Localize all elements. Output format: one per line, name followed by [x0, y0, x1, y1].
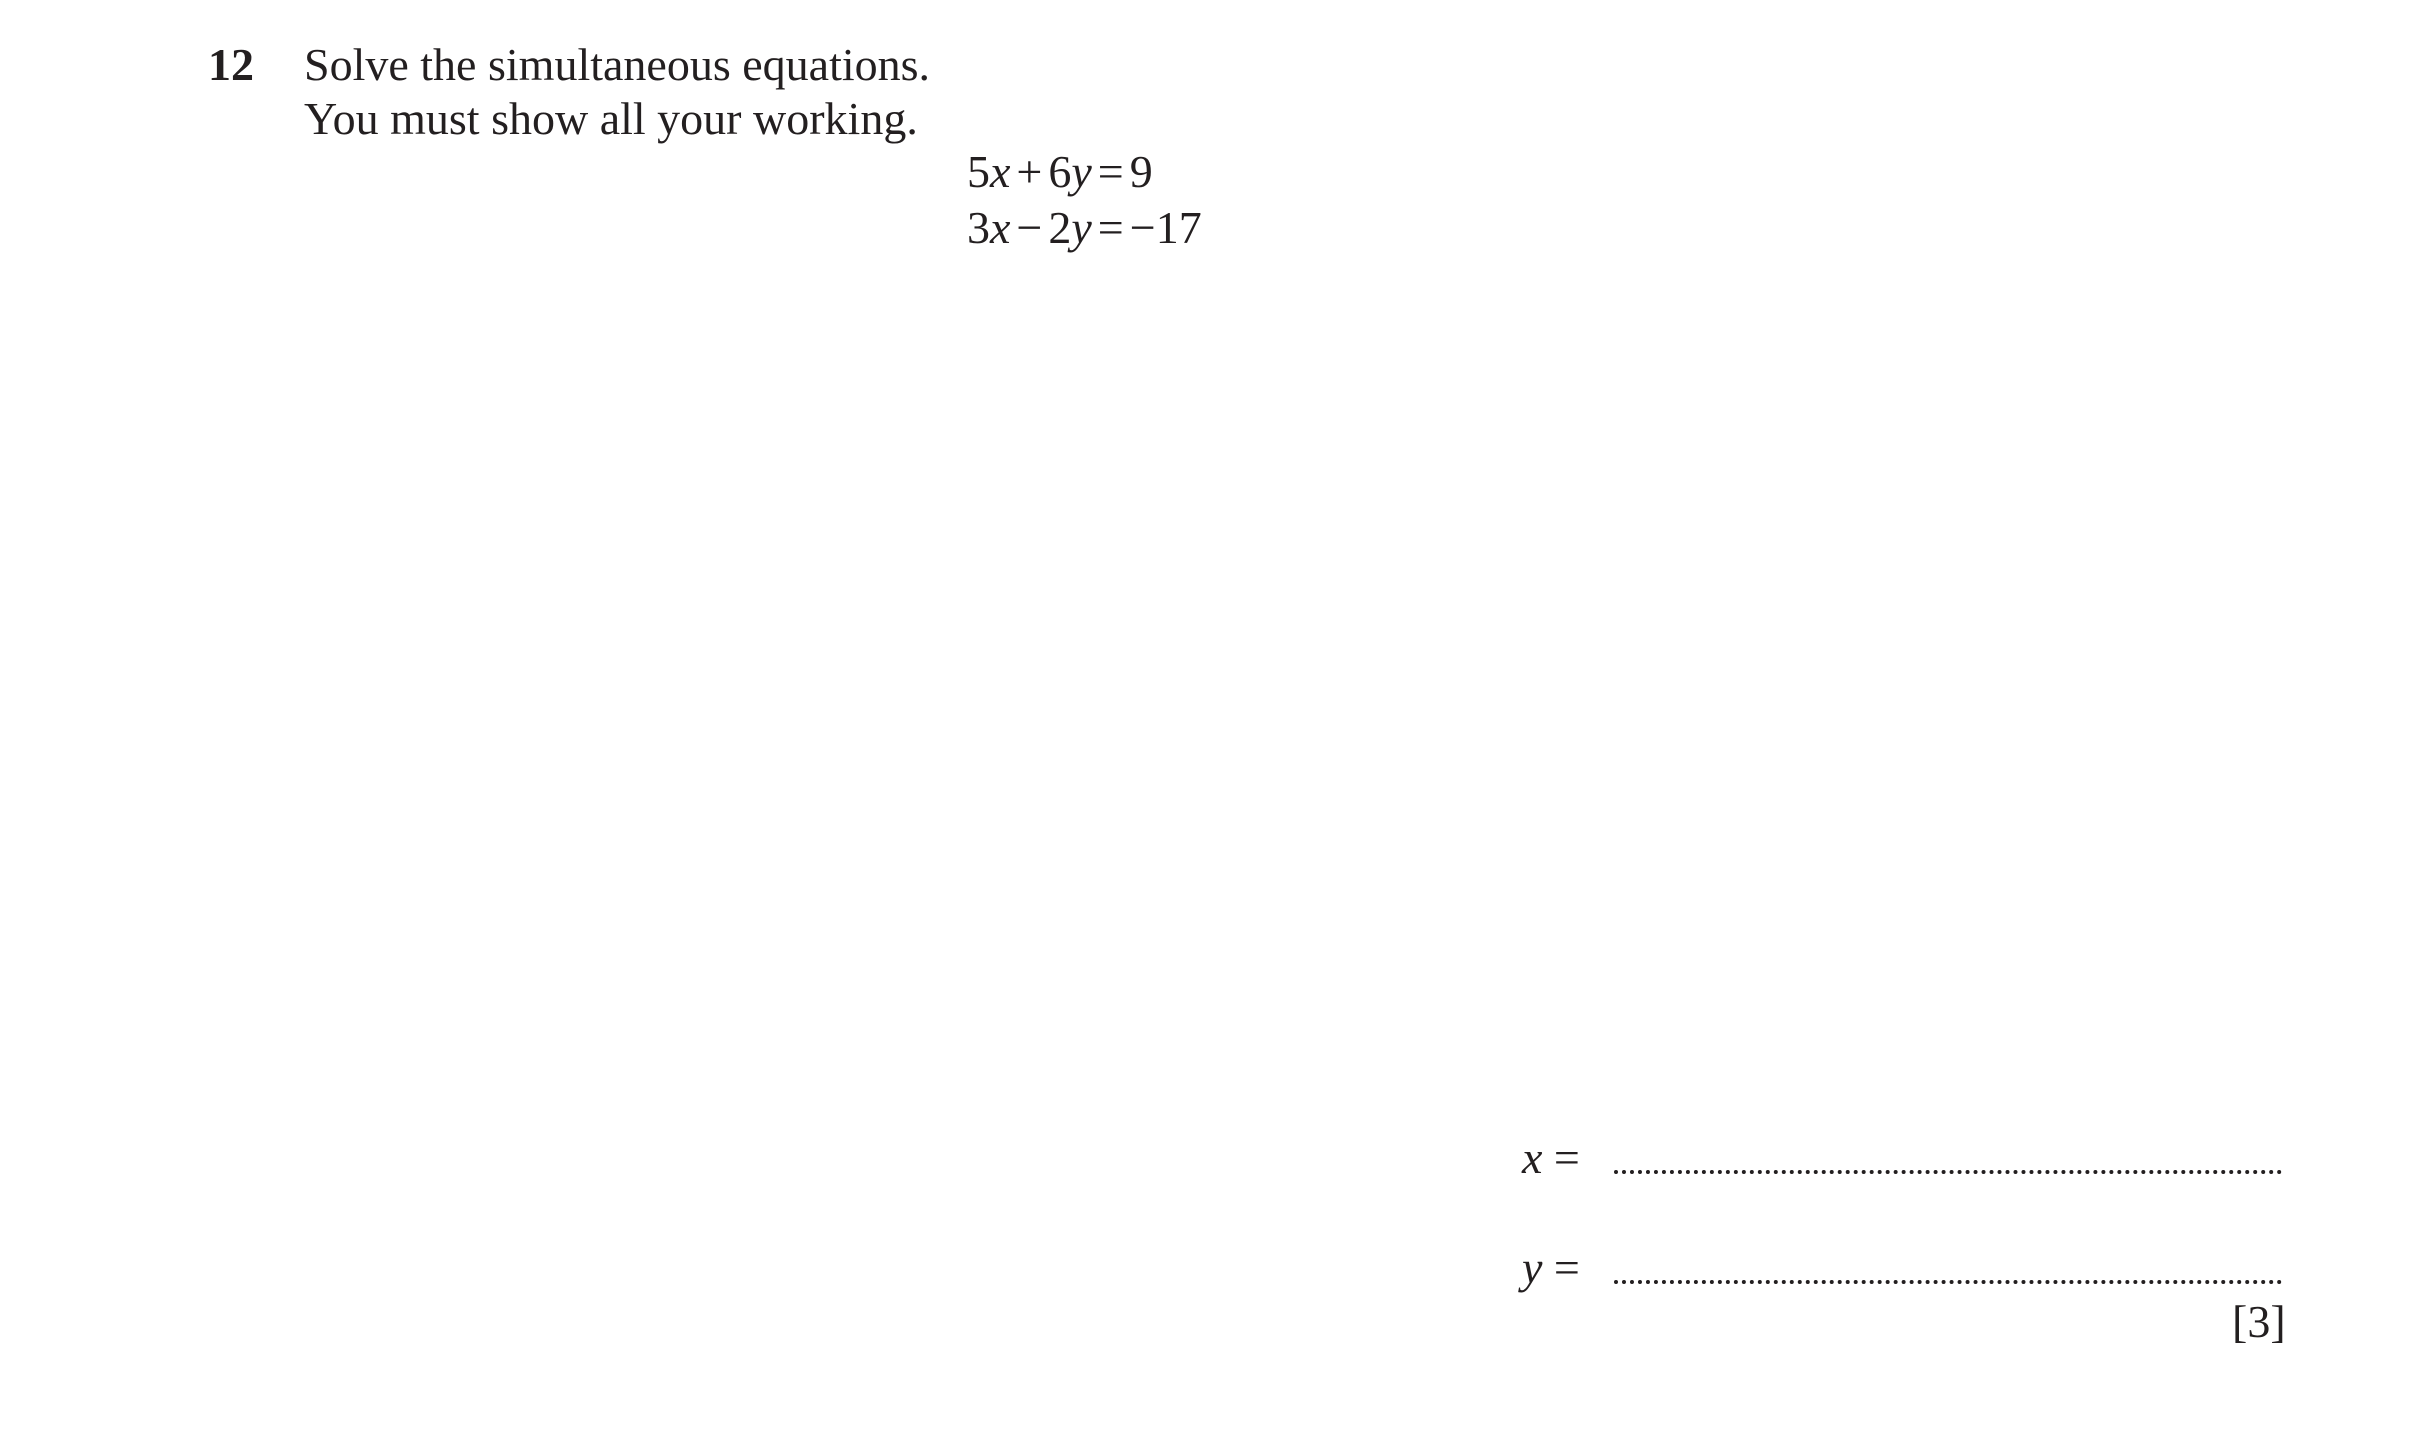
answer-x-equals: =: [1553, 1132, 1580, 1183]
equation-1-rhs: 9: [1129, 146, 1153, 197]
equation-1: [967, 144, 1202, 200]
answer-y-var: y: [1522, 1242, 1543, 1293]
equation-2-coef-x: 3: [967, 202, 990, 253]
equation-1-coef-y: 6: [1048, 146, 1072, 197]
equation-2: [967, 200, 1202, 256]
marks-allocation: [3]: [2232, 1296, 2286, 1347]
equation-2-coef-y: 2: [1048, 202, 1072, 253]
equation-2-var-x: x: [990, 202, 1011, 253]
equation-1-var-y: y: [1071, 146, 1092, 197]
answer-y-label: [1522, 1240, 1580, 1296]
equation-1-operator: +: [1016, 146, 1043, 197]
equation-2-var-y: y: [1071, 202, 1092, 253]
question-instructions: [304, 38, 930, 146]
question-number: 12: [208, 39, 254, 90]
equation-2-operator: −: [1016, 202, 1043, 253]
instruction-line-2: You must show all your working.: [304, 93, 918, 144]
answer-x-row: [1522, 1130, 2282, 1186]
equation-1-equals: =: [1097, 146, 1124, 197]
instruction-line-1: Solve the simultaneous equations.: [304, 39, 931, 90]
answer-x-var: x: [1522, 1132, 1543, 1183]
answer-x-label: [1522, 1130, 1580, 1186]
answer-y-row: [1522, 1240, 2282, 1296]
equation-1-var-x: x: [990, 146, 1011, 197]
answer-y-equals: =: [1553, 1242, 1580, 1293]
answer-y-line[interactable]: [1614, 1280, 2282, 1284]
equations-block: [967, 144, 1202, 256]
answer-x-line[interactable]: [1614, 1170, 2282, 1174]
equation-2-equals: =: [1097, 202, 1124, 253]
equation-1-coef-x: 5: [967, 146, 990, 197]
equation-2-rhs: −17: [1129, 202, 1202, 253]
